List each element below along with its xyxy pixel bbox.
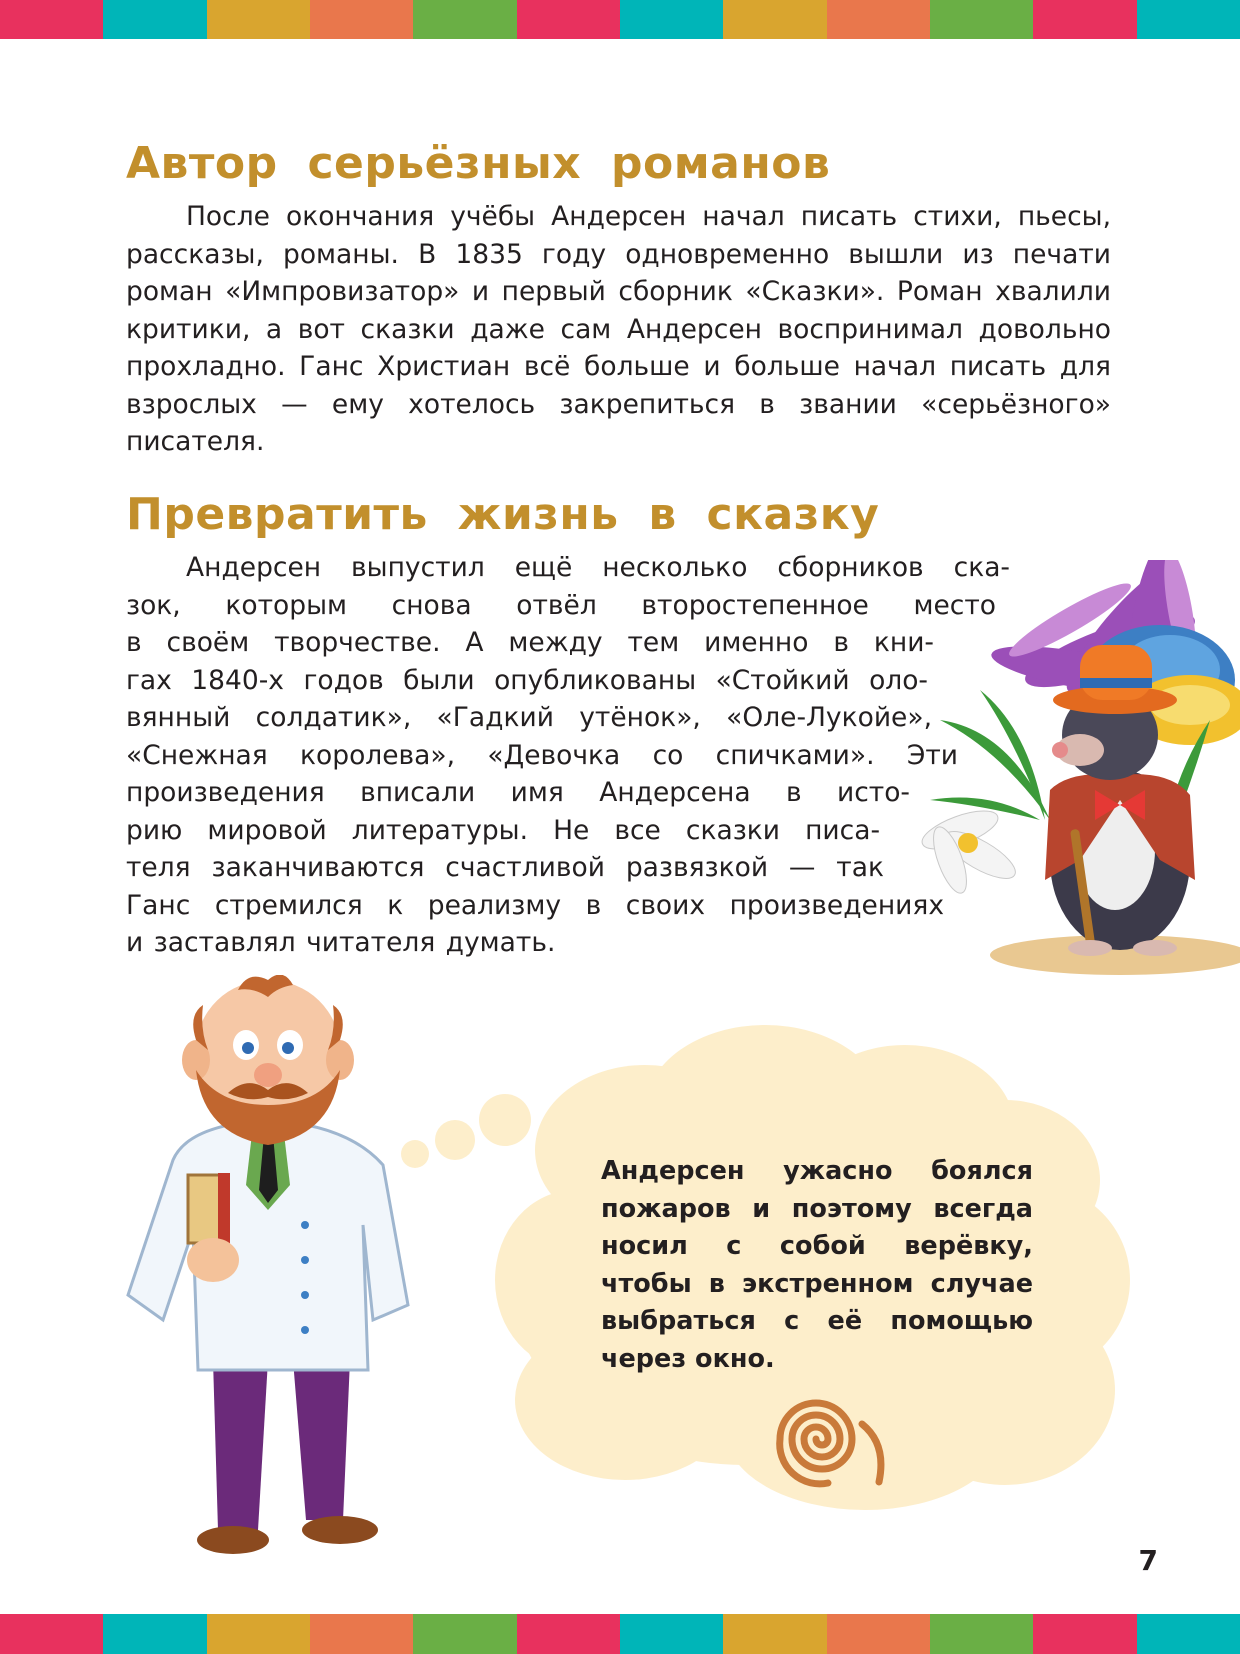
bottom-color-stripe xyxy=(0,1614,1240,1654)
stripe-segment xyxy=(517,1614,620,1654)
paragraph-line: вянный солдатик», «Гадкий утёнок», «Оле-Лукойе», xyxy=(126,702,932,733)
fun-fact-text: Андерсен ужасно боялся пожаров и поэтому всегда носил с собой верёвку, чтобы в экстренном случае выбраться с её помощью через окно. xyxy=(601,1156,1033,1374)
stripe-segment xyxy=(930,0,1033,39)
stripe-segment xyxy=(413,0,516,39)
section-paragraph-life-into-fairytale xyxy=(126,549,1010,962)
paragraph-line: зок, которым снова отвёл второстепенное место xyxy=(126,589,996,621)
stripe-segment xyxy=(1033,1614,1136,1654)
stripe-segment xyxy=(103,0,206,39)
stripe-segment xyxy=(310,0,413,39)
stripe-segment xyxy=(517,0,620,39)
stripe-segment xyxy=(1137,0,1240,39)
section-paragraph-serious-novels: После окончания учёбы Андерсен начал писать стихи, пьесы, рассказы, романы. В 1835 году одновременно вышли из печати роман «Импровизатор» и первый сборник «Сказки». Роман хвалили критики, а вот сказки даже сам Андерсен воспринимал довольно прохладно. Ганс Христиан всё больше и больше начал писать для взрослых — ему хотелось закрепиться в звании «серьёзного» писателя. xyxy=(126,201,1111,457)
paragraph-line: произведения вписали имя Андерсена в исто- xyxy=(126,777,910,808)
section-heading-life-into-fairytale: Превратить жизнь в сказку xyxy=(126,489,880,540)
stripe-segment xyxy=(103,1614,206,1654)
paragraph-line: теля заканчиваются счастливой развязкой — так xyxy=(126,852,884,883)
stripe-segment xyxy=(0,1614,103,1654)
section-heading-serious-novels: Автор серьёзных романов xyxy=(126,138,831,189)
stripe-segment xyxy=(207,0,310,39)
mole-in-hat-illustration xyxy=(920,560,1240,980)
stripe-segment xyxy=(723,1614,826,1654)
rope-coil-icon xyxy=(767,1384,897,1494)
stripe-segment xyxy=(620,0,723,39)
paragraph-line: и заставлял читателя думать. xyxy=(126,927,556,958)
paragraph-line: Андерсен выпустил ещё несколько сборников ска- xyxy=(186,552,1010,583)
top-color-stripe xyxy=(0,0,1240,39)
stripe-segment xyxy=(310,1614,413,1654)
stripe-segment xyxy=(0,0,103,39)
paragraph-line: в своём творчестве. А между тем именно в кни- xyxy=(126,627,934,658)
paragraph-line: Ганс стремился к реализму в своих произведениях xyxy=(126,889,944,921)
page-number: 7 xyxy=(1138,1544,1158,1577)
stripe-segment xyxy=(827,1614,930,1654)
stripe-segment xyxy=(1137,1614,1240,1654)
stripe-segment xyxy=(723,0,826,39)
paragraph-line: рию мировой литературы. Не все сказки писа- xyxy=(126,814,880,846)
stripe-segment xyxy=(930,1614,1033,1654)
stripe-segment xyxy=(620,1614,723,1654)
paragraph-line: «Снежная королева», «Девочка со спичками». Эти xyxy=(126,739,958,771)
stripe-segment xyxy=(207,1614,310,1654)
paragraph-line: гах 1840-х годов были опубликованы «Стойкий оло- xyxy=(126,664,928,696)
stripe-segment xyxy=(1033,0,1136,39)
stripe-segment xyxy=(827,0,930,39)
stripe-segment xyxy=(413,1614,516,1654)
